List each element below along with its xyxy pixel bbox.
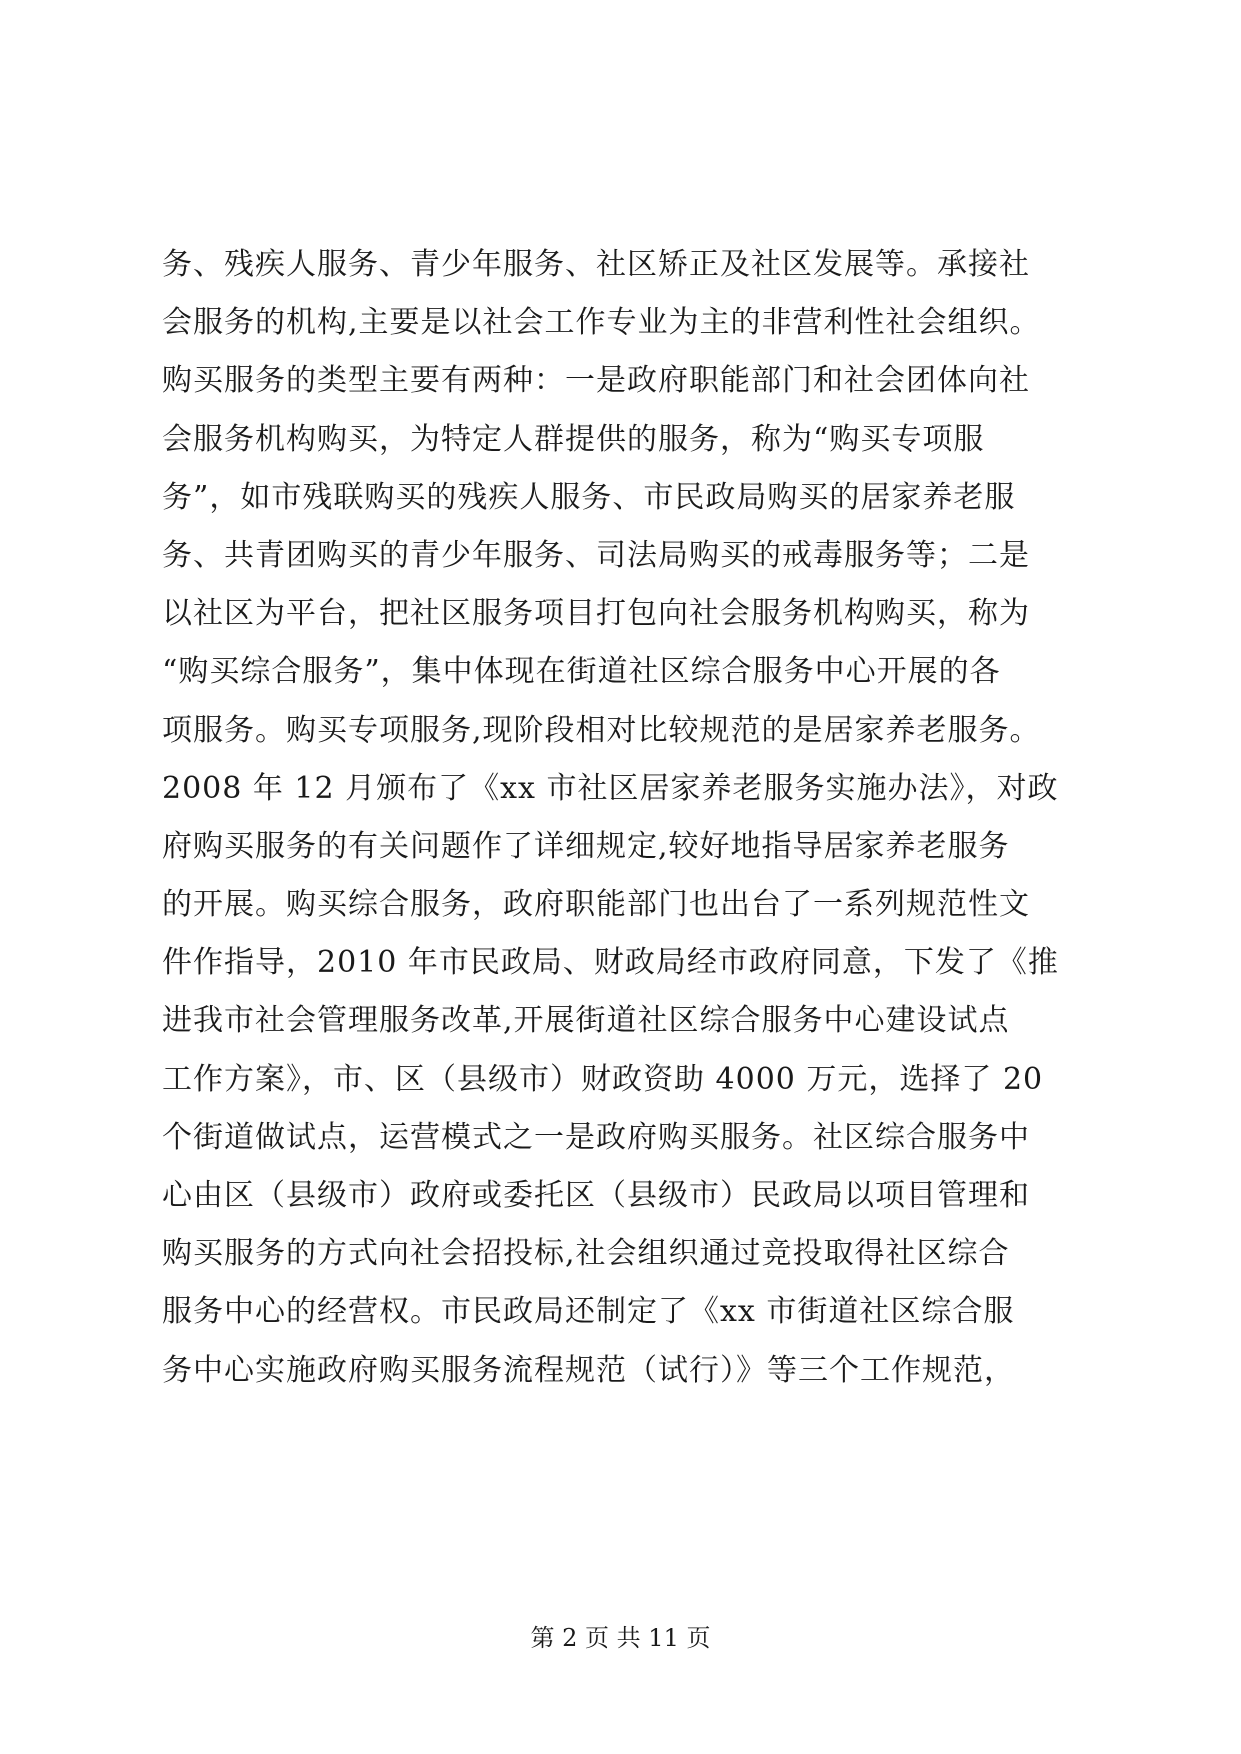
text-line: 务、残疾人服务、青少年服务、社区矫正及社区发展等。承接社: [162, 247, 1030, 282]
text-line: 务、共青团购买的青少年服务、司法局购买的戒毒服务等；二是: [162, 537, 1030, 573]
text-line: 会服务机构购买，为特定人群提供的服务，称为“购买专项服: [162, 421, 985, 457]
text-line: 购买服务的类型主要有两种：一是政府职能部门和社会团体向社: [162, 363, 1030, 399]
text-line: 服务中心的经营权。市民政局还制定了《xx 市街道社区综合服: [162, 1294, 1015, 1330]
text-line: 2008 年 12 月颁布了《xx 市社区居家养老服务实施办法》，对政: [162, 770, 1059, 806]
text-line: 购买服务的方式向社会招投标,社会组织通过竞投取得社区综合: [162, 1236, 1010, 1272]
text-line: 进我市社会管理服务改革,开展街道社区综合服务中心建设试点: [162, 1003, 1010, 1039]
text-line: 以社区为平台，把社区服务项目打包向社会服务机构购买，称为: [162, 596, 1030, 632]
text-line: 工作方案》，市、区（县级市）财政资助 4000 万元，选择了 20: [162, 1061, 1044, 1097]
text-line: 府购买服务的有关问题作了详细规定,较好地指导居家养老服务: [162, 828, 1010, 864]
text-line: 心由区（县级市）政府或委托区（县级市）民政局以项目管理和: [162, 1178, 1030, 1213]
body-text: [162, 236, 1082, 1400]
text-line: 件作指导，2010 年市民政局、财政局经市政府同意，下发了《推: [162, 945, 1059, 981]
page-footer: 第 2 页 共 11 页: [530, 1624, 711, 1652]
text-line: 会服务的机构,主要是以社会工作专业为主的非营利性社会组织。: [162, 305, 1041, 341]
text-line: 个街道做试点，运营模式之一是政府购买服务。社区综合服务中: [162, 1119, 1030, 1155]
text-line: 的开展。购买综合服务，政府职能部门也出台了一系列规范性文: [162, 887, 1030, 923]
text-line: 项服务。购买专项服务,现阶段相对比较规范的是居家养老服务。: [162, 712, 1041, 748]
text-line: 务中心实施政府购买服务流程规范（试行）》等三个工作规范，: [162, 1352, 1015, 1388]
text-line: “购买综合服务”，集中体现在街道社区综合服务中心开展的各: [162, 654, 1001, 690]
text-line: 务”，如市残联购买的残疾人服务、市民政局购买的居家养老服: [162, 479, 1016, 515]
